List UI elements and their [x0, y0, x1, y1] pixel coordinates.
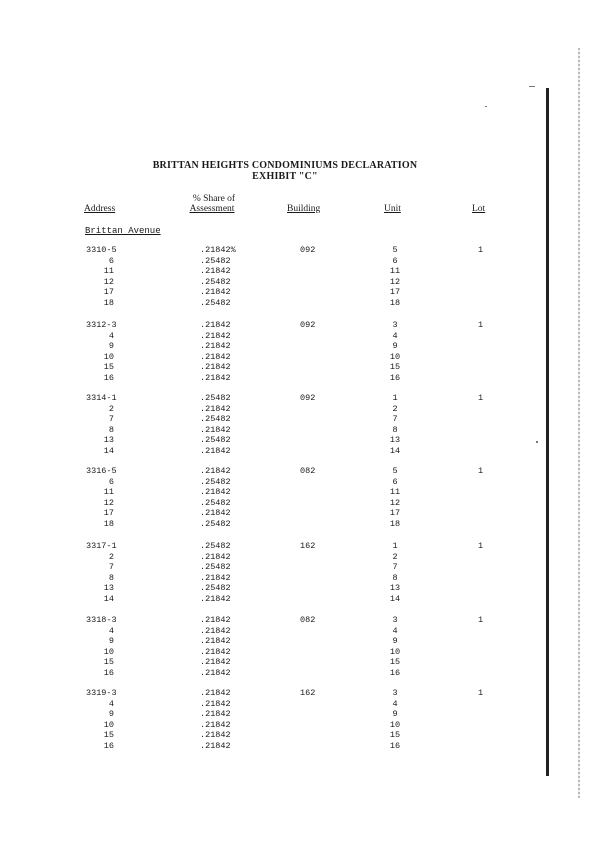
unit-cell: 11 [389, 266, 401, 277]
table-row [0, 709, 600, 720]
table-row [0, 446, 600, 457]
share-cell: .25482 [200, 518, 231, 529]
unit-cell: 16 [389, 740, 401, 751]
share-cell: .21842 [200, 615, 231, 625]
address-cell: 14 [103, 593, 114, 604]
unit-cell: 16 [389, 667, 401, 678]
share-cell: .21842% [200, 245, 236, 255]
column-header-share-line1: % Share of [192, 194, 236, 204]
address-cell: 4 [108, 698, 114, 709]
address-cell: 9 [108, 341, 114, 352]
table-row [0, 287, 600, 298]
table-row [0, 498, 600, 509]
table-row [0, 245, 600, 256]
share-cell: .21842 [200, 698, 231, 709]
table-row [0, 626, 600, 637]
unit-cell: 1 [392, 541, 398, 551]
address-cell: 15 [103, 362, 114, 373]
unit-cell: 9 [392, 341, 398, 352]
building-cell: 092 [300, 320, 316, 330]
unit-cell: 12 [389, 497, 401, 508]
table-row [0, 519, 600, 530]
address-cell: 7 [108, 414, 114, 425]
unit-cell: 13 [389, 583, 401, 594]
address-cell: 18 [103, 297, 114, 308]
share-cell: .25482 [200, 497, 231, 508]
share-cell: .21842 [200, 424, 231, 435]
table-row [0, 404, 600, 415]
document-title: BRITTAN HEIGHTS CONDOMINIUMS DECLARATION [152, 160, 418, 171]
table-row [0, 266, 600, 277]
table-row [0, 668, 600, 679]
address-cell: 6 [108, 255, 114, 266]
address-cell: 16 [103, 667, 114, 678]
table-row [0, 341, 600, 352]
unit-cell: 17 [389, 287, 401, 298]
lot-cell: 1 [478, 393, 484, 403]
unit-cell: 9 [392, 709, 398, 720]
scan-speck [485, 106, 487, 107]
table-row [0, 636, 600, 647]
table-row [0, 320, 600, 331]
address-cell: 8 [108, 572, 114, 583]
unit-cell: 18 [389, 518, 401, 529]
unit-cell: 4 [392, 698, 398, 709]
unit-cell: 12 [389, 276, 401, 287]
address-cell: 17 [103, 287, 114, 298]
share-cell: .21842 [200, 320, 231, 330]
street-name: Brittan Avenue [85, 226, 161, 236]
unit-cell: 10 [389, 646, 401, 657]
share-cell: .25482 [200, 562, 231, 573]
share-cell: .21842 [200, 657, 231, 668]
unit-cell: 9 [392, 636, 398, 647]
address-cell: 12 [103, 497, 114, 508]
share-cell: .21842 [200, 351, 231, 362]
unit-cell: 15 [389, 730, 401, 741]
address-cell: 18 [103, 518, 114, 529]
table-row [0, 435, 600, 446]
table-row [0, 741, 600, 752]
table-row [0, 352, 600, 363]
share-cell: .21842 [200, 403, 231, 414]
unit-cell: 2 [392, 551, 398, 562]
address-cell: 15 [103, 657, 114, 668]
unit-cell: 2 [392, 403, 398, 414]
share-cell: .25482 [200, 414, 231, 425]
lot-cell: 1 [478, 688, 484, 698]
address-cell: 10 [103, 351, 114, 362]
share-cell: .21842 [200, 487, 231, 498]
table-row [0, 583, 600, 594]
column-header-lot: Lot [472, 204, 486, 214]
address-cell: 3310-5 [86, 245, 117, 255]
table-row [0, 331, 600, 342]
address-cell: 4 [108, 330, 114, 341]
table-row [0, 562, 600, 573]
share-cell: .25482 [200, 255, 231, 266]
unit-cell: 6 [392, 255, 398, 266]
unit-cell: 8 [392, 424, 398, 435]
scan-speck [529, 86, 535, 87]
unit-cell: 8 [392, 572, 398, 583]
address-cell: 3316-5 [86, 466, 117, 476]
building-cell: 082 [300, 615, 316, 625]
building-cell: 082 [300, 466, 316, 476]
building-cell: 092 [300, 393, 316, 403]
unit-cell: 14 [389, 445, 401, 456]
unit-cell: 16 [389, 372, 401, 383]
address-cell: 13 [103, 435, 114, 446]
table-row [0, 487, 600, 498]
unit-cell: 7 [392, 414, 398, 425]
address-cell: 3319-3 [86, 688, 117, 698]
share-cell: .25482 [200, 541, 231, 551]
address-cell: 10 [103, 646, 114, 657]
unit-cell: 15 [389, 362, 401, 373]
unit-cell: 3 [392, 688, 398, 698]
table-row [0, 362, 600, 373]
table-row [0, 647, 600, 658]
address-cell: 9 [108, 636, 114, 647]
table-row [0, 373, 600, 384]
share-cell: .21842 [200, 551, 231, 562]
address-cell: 16 [103, 740, 114, 751]
share-cell: .21842 [200, 362, 231, 373]
share-cell: .25482 [200, 297, 231, 308]
address-group [0, 615, 600, 679]
column-header-building: Building [287, 204, 321, 214]
share-cell: .21842 [200, 330, 231, 341]
address-cell: 3318-3 [86, 615, 117, 625]
table-row [0, 277, 600, 288]
unit-cell: 7 [392, 562, 398, 573]
address-group [0, 245, 600, 309]
address-cell: 3317-1 [86, 541, 117, 551]
column-header-unit: Unit [384, 204, 401, 214]
building-cell: 092 [300, 245, 316, 255]
unit-cell: 17 [389, 508, 401, 519]
building-cell: 162 [300, 688, 316, 698]
share-cell: .25482 [200, 393, 231, 403]
table-row [0, 393, 600, 404]
table-row [0, 414, 600, 425]
unit-cell: 1 [392, 393, 398, 403]
unit-cell: 10 [389, 719, 401, 730]
table-row [0, 688, 600, 699]
address-cell: 17 [103, 508, 114, 519]
unit-cell: 15 [389, 657, 401, 668]
unit-cell: 13 [389, 435, 401, 446]
unit-cell: 14 [389, 593, 401, 604]
address-cell: 12 [103, 276, 114, 287]
address-cell: 14 [103, 445, 114, 456]
table-row [0, 730, 600, 741]
share-cell: .21842 [200, 593, 231, 604]
table-row [0, 466, 600, 477]
unit-cell: 11 [389, 487, 401, 498]
share-cell: .21842 [200, 266, 231, 277]
lot-cell: 1 [478, 615, 484, 625]
share-cell: .21842 [200, 625, 231, 636]
table-row [0, 298, 600, 309]
address-cell: 15 [103, 730, 114, 741]
unit-cell: 3 [392, 320, 398, 330]
share-cell: .21842 [200, 740, 231, 751]
share-cell: .25482 [200, 476, 231, 487]
address-cell: 3314-1 [86, 393, 117, 403]
share-cell: .25482 [200, 583, 231, 594]
share-cell: .21842 [200, 646, 231, 657]
table-row [0, 552, 600, 563]
share-cell: .21842 [200, 466, 231, 476]
address-cell: 2 [108, 403, 114, 414]
exhibit-label: EXHIBIT "C" [252, 171, 318, 182]
address-cell: 8 [108, 424, 114, 435]
table-row [0, 720, 600, 731]
address-group [0, 320, 600, 384]
lot-cell: 1 [478, 245, 484, 255]
address-cell: 11 [103, 487, 114, 498]
address-cell: 11 [103, 266, 114, 277]
column-header-address: Address [84, 204, 116, 214]
table-row [0, 256, 600, 267]
table-row [0, 541, 600, 552]
share-cell: .21842 [200, 688, 231, 698]
lot-cell: 1 [478, 320, 484, 330]
address-group [0, 688, 600, 752]
address-cell: 2 [108, 551, 114, 562]
share-cell: .21842 [200, 709, 231, 720]
address-cell: 6 [108, 476, 114, 487]
share-cell: .21842 [200, 372, 231, 383]
column-header-share-line2: Assessment [189, 204, 235, 214]
share-cell: .25482 [200, 435, 231, 446]
address-cell: 9 [108, 709, 114, 720]
building-cell: 162 [300, 541, 316, 551]
address-group [0, 466, 600, 530]
address-cell: 16 [103, 372, 114, 383]
unit-cell: 5 [392, 466, 398, 476]
address-cell: 10 [103, 719, 114, 730]
unit-cell: 6 [392, 476, 398, 487]
share-cell: .21842 [200, 636, 231, 647]
share-cell: .21842 [200, 287, 231, 298]
unit-cell: 10 [389, 351, 401, 362]
share-cell: .21842 [200, 719, 231, 730]
table-row [0, 477, 600, 488]
address-cell: 3312-3 [86, 320, 117, 330]
share-cell: .21842 [200, 730, 231, 741]
share-cell: .21842 [200, 445, 231, 456]
address-cell: 7 [108, 562, 114, 573]
table-row [0, 573, 600, 584]
table-row [0, 657, 600, 668]
unit-cell: 4 [392, 625, 398, 636]
table-row [0, 615, 600, 626]
share-cell: .21842 [200, 508, 231, 519]
unit-cell: 18 [389, 297, 401, 308]
share-cell: .21842 [200, 667, 231, 678]
table-row [0, 425, 600, 436]
address-group [0, 393, 600, 457]
address-group [0, 541, 600, 605]
lot-cell: 1 [478, 541, 484, 551]
address-cell: 4 [108, 625, 114, 636]
table-row [0, 594, 600, 605]
lot-cell: 1 [478, 466, 484, 476]
share-cell: .21842 [200, 572, 231, 583]
unit-cell: 4 [392, 330, 398, 341]
unit-cell: 5 [392, 245, 398, 255]
table-row [0, 699, 600, 710]
share-cell: .21842 [200, 341, 231, 352]
unit-cell: 3 [392, 615, 398, 625]
table-row [0, 508, 600, 519]
share-cell: .25482 [200, 276, 231, 287]
address-cell: 13 [103, 583, 114, 594]
